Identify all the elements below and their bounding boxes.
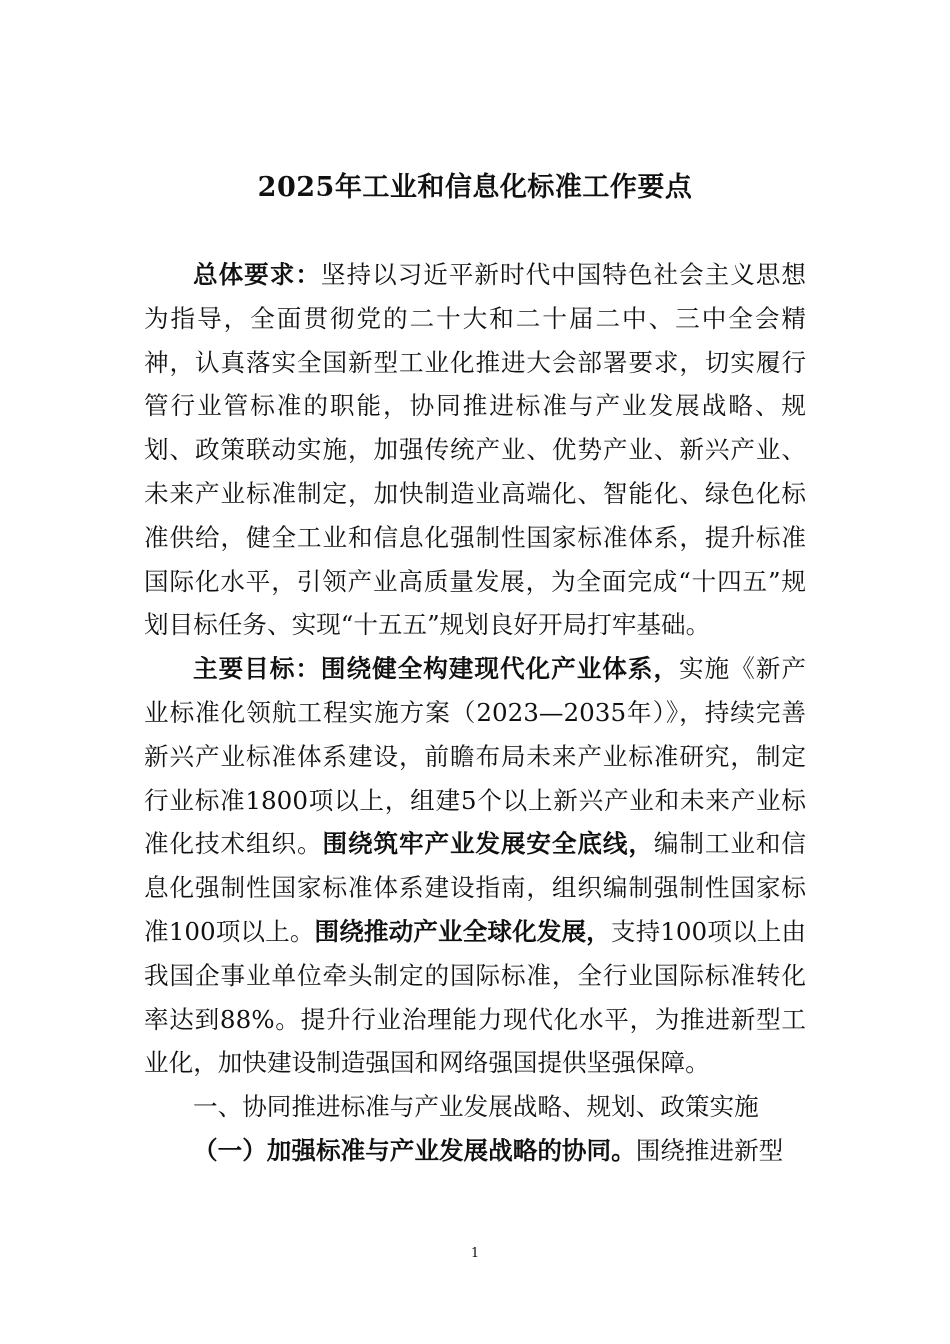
main-goals-bold-3: 围绕推动产业全球化发展，: [314, 916, 611, 946]
main-goals-text-2: 编制工业和信息化强制性国家标准体系建设指南，组织编制强制性国家标准100项以上。: [144, 829, 806, 946]
general-requirements-text: 坚持以习近平新时代中国特色社会主义思想为指导，全面贯彻党的二十大和二十届二中、三中全会精神，认真落实全国新型工业化推进大会部署要求，切实履行管行业管标准的职能，协同推进标准与产业发展战略、规划、政策联动实施，加强传统产业、优势产业、新兴产业、未来产业标准制定，加快制造业高端化、智能化、绿色化标准供给，健全工业和信息化强制性国家标准体系，提升标准国际化水平，引领产业高质量发展，为全面完成“十四五”规划目标任务、实现“十五五”规划良好开局打牢基础。: [144, 260, 806, 640]
page-number: 1: [470, 1246, 480, 1261]
main-goals-text-1: 实施《新产业标准化领航工程实施方案（2023—2035年）》，持续完善新兴产业标准体系建设，前瞻布局未来产业标准研究，制定行业标准1800项以上，组建5个以上新兴产业和未来产业标准化技术组织。: [144, 654, 806, 859]
main-goals-bold-2: 围绕筑牢产业发展安全底线，: [322, 829, 654, 859]
subsection-one-text: 围绕推进新型: [635, 1135, 784, 1165]
main-goals-text-3: 支持100项以上由我国企事业单位牵头制定的国际标准，全行业国际标准转化率达到88%。提升行业治理能力现代化水平，为推进新型工业化，加快建设制造强国和网络强国提供坚强保障。: [144, 916, 806, 1078]
section-one-heading: 一、协同推进标准与产业发展战略、规划、政策实施: [193, 1092, 759, 1122]
subsection-one-label: （一）加强标准与产业发展战略的协同。: [193, 1135, 636, 1165]
main-goals-label: 主要目标：: [193, 654, 321, 684]
main-goals-bold-1: 围绕健全构建现代化产业体系，: [320, 654, 680, 684]
document-title: 2025年工业和信息化标准工作要点: [257, 172, 693, 203]
main-goals-paragraph: [144, 647, 806, 1085]
general-requirements-paragraph: [144, 253, 806, 647]
section-one-subsection: [144, 1129, 806, 1173]
general-requirements-label: 总体要求：: [193, 260, 321, 289]
document-body: [144, 253, 806, 1173]
